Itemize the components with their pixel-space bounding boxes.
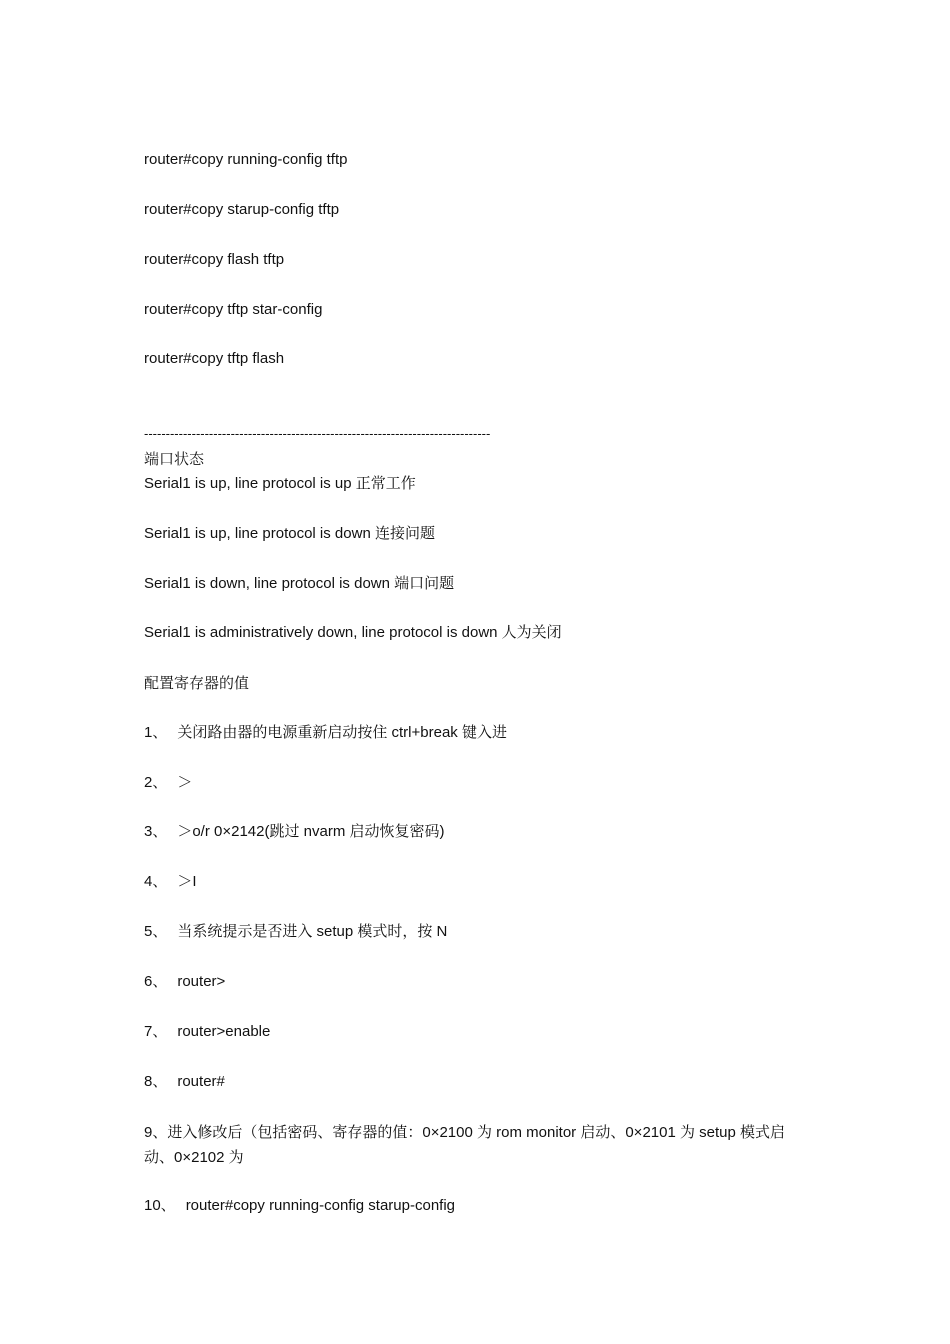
step-text: 进入修改后（包括密码、寄存器的值：0×2100 为 rom monitor 启动、0×2101 为 setup 模式启动、0×2102 为: [144, 1124, 786, 1166]
register-heading: 配置寄存器的值: [144, 675, 250, 692]
step-text: router#: [177, 1073, 225, 1090]
port-status-item: Serial1 is up, line protocol is down 连接问题: [144, 525, 435, 542]
step-number: 4、: [144, 873, 168, 890]
step-text: ＞: [177, 774, 193, 791]
step-text: router>enable: [177, 1023, 271, 1040]
register-step: [144, 1195, 455, 1217]
step-number: 2、: [144, 774, 168, 791]
step-number: 1、: [144, 724, 168, 741]
register-step: [144, 1021, 270, 1043]
register-step: [144, 1071, 225, 1093]
step-number: 7、: [144, 1023, 168, 1040]
command-line: router#copy starup-config tftp: [144, 201, 340, 218]
command-line: router#copy tftp flash: [144, 350, 285, 367]
command-line: router#copy flash tftp: [144, 251, 285, 268]
port-status-item: Serial1 is up, line protocol is up 正常工作: [144, 475, 416, 492]
section-divider: --------------------------------------------------------------------------------: [144, 426, 491, 441]
step-number: 6、: [144, 973, 168, 990]
register-step: [144, 722, 507, 744]
step-number: 8、: [144, 1073, 168, 1090]
step-text: router#copy running-config starup-config: [185, 1197, 456, 1214]
register-step: [144, 971, 225, 993]
port-status-heading: 端口状态: [144, 451, 205, 468]
register-step: [144, 772, 192, 794]
port-status-item: Serial1 is administratively down, line protocol is down 人为关闭: [144, 624, 562, 641]
command-line: router#copy running-config tftp: [144, 151, 348, 168]
step-text: ＞o/r 0×2142(跳过 nvarm 启动恢复密码): [177, 823, 445, 840]
step-text: router>: [177, 973, 226, 990]
step-number: 10、: [144, 1197, 176, 1214]
step-number: 9、: [144, 1124, 168, 1141]
step-text: 当系统提示是否进入 setup 模式时，按 N: [177, 923, 448, 940]
port-status-item: Serial1 is down, line protocol is down 端口问题: [144, 575, 455, 592]
step-text: 关闭路由器的电源重新启动按住 ctrl+break 键入进: [177, 724, 507, 741]
register-step: [144, 871, 197, 893]
command-line: router#copy tftp star-config: [144, 301, 323, 318]
step-number: 3、: [144, 823, 168, 840]
register-step: [144, 921, 447, 943]
step-text: ＞I: [177, 873, 197, 890]
register-step: [144, 821, 445, 843]
register-step: [144, 1120, 814, 1170]
step-number: 5、: [144, 923, 168, 940]
